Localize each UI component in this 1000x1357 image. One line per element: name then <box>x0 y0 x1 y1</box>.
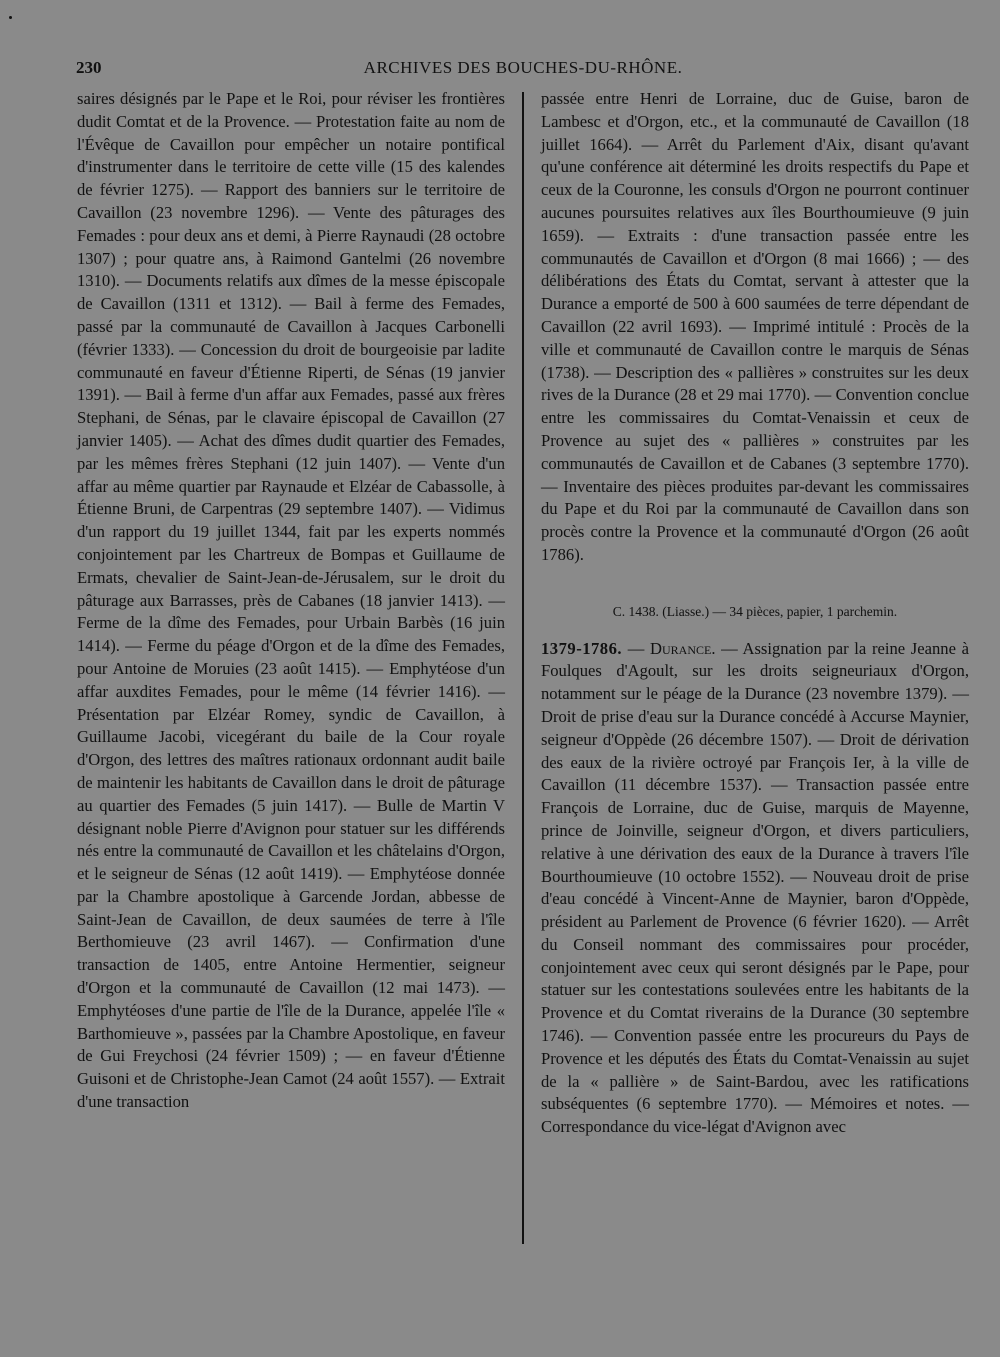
right-column <box>541 88 969 1139</box>
inventory-entry <box>541 638 969 1140</box>
page-number: 230 <box>76 58 102 77</box>
page-header <box>76 58 970 84</box>
shelfmark: C. 1438. (Liasse.) — 34 pièces, papier, 1 parchemin. <box>612 603 898 619</box>
left-column-text: saires désignés par le Pape et le Roi, pour réviser les frontières dudit Comtat et de la Provence. — Protestation faite au nom de l'Évêque de Cavaillon pour empêcher un notaire pontifical d'instrumenter dans le territoire de cette ville (15 des kalendes de février 1275). — Rapport des banniers sur le territoire de Cavaillon (23 novembre 1296). — Vente des pâturages des Femades : pour deux ans et demi, à Pierre Raynaudi (28 octobre 1307) ; pour quatre ans, à Raimond Gantelmi (26 novembre 1310). — Documents relatifs aux dîmes de la messe épiscopale de Cavaillon (1311 et 1312). — Bail à ferme des Femades, passé par la communauté de Cavaillon à Jacques Carbonelli (février 1333). — Concession du droit de bourgeoisie par ladite communauté en faveur d'Étienne Riperti, de Sénas (19 janvier 1391). — Bail à ferme d'un affar aux Femades, passé aux frères Stephani, de Sénas, par le clavaire épiscopal de Cavaillon (27 janvier 1405). — Achat des dîmes dudit quartier des Femades, par les mêmes frères Stephani (12 juin 1407). — Vente d'un affar au même quartier par Raynaude et Elzéar de Cabassolle, à Étienne Bruni, de Carpentras (29 septembre 1407). — Vidimus d'un rapport du 19 juillet 1344, fait par les experts nommés conjointement par les Chartreux de Bompas et Guillaume de Ermats, chevalier de Saint-Jean-de-Jérusalem, sur le droit du pâturage aux Barrasses, près de Cabanes (18 janvier 1413). — Ferme de la dîme des Femades, pour Urbain Barbès (16 juin 1414). — Ferme du péage d'Orgon et de la dîme des Femades, pour Antoine de Moruies (23 août 1415). — Emphytéose d'un affar auxdites Femades, pour le même (14 février 1416). — Présentation par Elzéar Romey, syndic de Cavaillon, à Guillaume Jacobi, vicegérant du baile de la Cour royale d'Orgon, des lettres des maîtres rationaux ordonnant audit baile de maintenir les habitants de Cavaillon dans le droit de pâturage au quartier des Femades (5 juin 1417). — Bulle de Martin V désignant noble Pierre d'Avignon pour statuer sur les différends nés entre la communauté de Cavaillon et les châtelains d'Orgon, et le seigneur de Sénas (12 août 1419). — Emphytéose donnée par la Chambre apostolique à Garcende Jordan, abbesse de Saint-Jean de Cavaillon, de deux saumées de terre à l'île Berthomieuve (23 avril 1467). — Confirmation d'une transaction de 1405, entre Antoine Hermentier, seigneur d'Orgon et la communauté de Cavaillon (12 mai 1473). — Emphytéoses d'une partie de l'île de la Durance, appelée l'île « Barthomieuve », passées par la Chambre Apostolique, en faveur de Gui Freychosi (24 février 1509) ; — en faveur d'Étienne Guisoni et de Christophe-Jean Camot (24 août 1557). — Extrait d'une transaction <box>77 89 505 1112</box>
column-divider <box>522 92 524 1244</box>
entry-date: 1379-1786. <box>541 638 623 658</box>
page-speck <box>9 16 12 19</box>
left-column <box>77 88 505 1114</box>
entry-label: — Durance. <box>627 638 716 658</box>
right-column-text: passée entre Henri de Lorraine, duc de Guise, baron de Lambesc et d'Orgon, etc., et la communauté de Cavaillon (18 juillet 1664). — Arrêt du Parlement d'Aix, disant qu'avant qu'une conférence ait déterminé les droits respectifs du Pape et ceux de la Couronne, les consuls d'Orgon ne pourront continuer aucunes poursuites relatives aux îles Bourthoumieuve (9 juin 1659). — Extraits : d'une transaction passée entre les communautés de Cavaillon et d'Orgon (8 mai 1666) ; — des délibérations des États du Comtat, servant à attester que la Durance a emporté de 500 à 600 saumées de terre dépendant de Cavaillon (22 avril 1693). — Imprimé intitulé : Procès de la ville et communauté de Cavaillon contre le marquis de Sénas (1738). — Description des « pallières » construites sur les deux rives de la Durance (28 et 29 mai 1770). — Convention conclue entre les commissaires du Comtat-Venaissin et ceux de Provence au sujet des « pallières » construites par les communautés de Cavaillon et de Cabanes (3 septembre 1770). — Inventaire des pièces produites par-devant les commissaires du Pape et du Roi par la communauté de Cavaillon dans son procès contre la Provence et la communauté d'Orgon (26 août 1786). <box>541 89 969 564</box>
running-title: ARCHIVES DES BOUCHES-DU-RHÔNE. <box>363 58 683 77</box>
entry-text: — Assignation par la reine Jeanne à Foulques d'Agoult, sur les droits seigneuriaux d'Orgon, notamment sur le péage de la Durance (23 novembre 1379). — Droit de prise d'eau sur la Durance concédé à Accurse Maynier, seigneur d'Oppède (26 décembre 1507). — Droit de dérivation des eaux de la rivière octroyé par François Ier, à la ville de Cavaillon (11 décembre 1537). — Transaction passée entre François de Lorraine, duc de Guise, marquis de Mayenne, prince de Joinville, seigneur d'Orgon, et divers particuliers, relative à une dérivation des eaux de la Durance à travers l'île Bourthoumieuve (10 octobre 1552). — Nouveau droit de prise d'eau concédé à Vincent-Anne de Maynier, baron d'Oppède, président au Parlement de Provence (6 février 1620). — Arrêt du Conseil nommant des commissaires pour procéder, conjointement avec ceux qui seront désignés par le Pape, pour statuer sur les contestations soulevées entre les habitants de la Provence et du Comtat riverains de la Durance (30 septembre 1746). — Convention passée entre les procureurs du Pays de Provence et les députés des États du Comtat-Venaissin au sujet de la « pallière » de Saint-Bardou, avec les ratifications subséquentes (6 septembre 1770). — Mémoires et notes. — Correspondance du vice-légat d'Avignon avec <box>541 638 969 1137</box>
